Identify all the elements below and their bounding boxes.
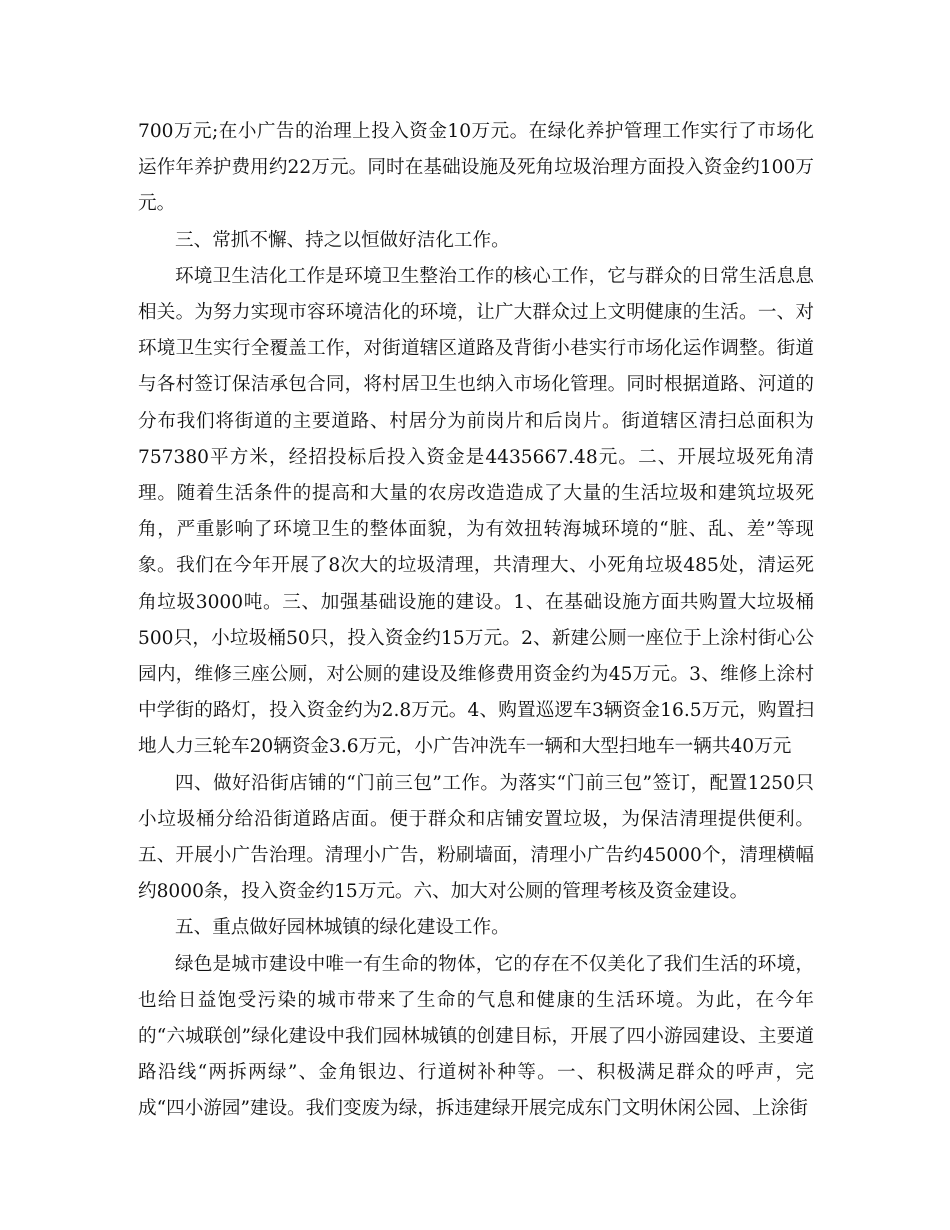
document-body — [138, 114, 814, 1128]
section-heading-cleaning: 三、常抓不懈、持之以恒做好洁化工作。 — [175, 229, 510, 251]
paragraph-sanitation-work: 环境卫生洁化工作是环境卫生整治工作的核心工作，它与群众的日常生活息息相关。为努力实现市容环境洁化的环境，让广大群众过上文明健康的生活。一、对环境卫生实行全覆盖工作，对街道辖区道路及背街小巷实行市场化运作调整。街道与各村签订保洁承包合同，将村居卫生也纳入市场化管理。同时根据道路、河道的分布我们将街道的主要道路、村居分为前岗片和后岗片。街道辖区清扫总面积为757380平方米，经招投标后投入资金是4435667.48元。二、开展垃圾死角清理。随着生活条件的提高和大量的农房改造造成了大量的生活垃圾和建筑垃圾死角，严重影响了环境卫生的整体面貌，为有效扭转海城环境的“脏、乱、差”等现象。我们在今年开展了8次大的垃圾清理，共清理大、小死角垃圾485处，清运死角垃圾3000吨。三、加强基础设施的建设。1、在基础设施方面共购置大垃圾桶500只，小垃圾桶50只，投入资金约15万元。2、新建公厕一座位于上涂村街心公园内，维修三座公厕，对公厕的建设及维修费用资金约为45万元。3、维修上涂村中学街的路灯，投入资金约为2.8万元。4、购置巡逻车3辆资金16.5万元，购置扫地人力三轮车20辆资金3.6万元，小广告冲洗车一辆和大型扫地车一辆共40万元 — [138, 265, 814, 758]
paragraph-funding-summary: 700万元;在小广告的治理上投入资金10万元。在绿化养护管理工作实行了市场化运作年养护费用约22万元。同时在基础设施及死角垃圾治理方面投入资金约100万元。 — [138, 121, 814, 215]
paragraph-greening-work: 绿色是城市建设中唯一有生命的物体，它的存在不仅美化了我们生活的环境，也给日益饱受污染的城市带来了生命的气息和健康的生活环境。为此，在今年的“六城联创”绿化建设中我们园林城镇的创建目标，开展了四小游园建设、主要道路沿线“两拆两绿”、金角银边、行道树补种等。一、积极满足群众的呼声，完成“四小游园”建设。我们变废为绿，拆违建绿开展完成东门文明休闲公园、上涂街 — [138, 953, 814, 1120]
section-heading-greening: 五、重点做好园林城镇的绿化建设工作。 — [175, 917, 510, 939]
paragraph-storefront-responsibility: 四、做好沿街店铺的“门前三包”工作。为落实“门前三包”签订，配置1250只小垃圾桶分给沿街道路店面。便于群众和店铺安置垃圾，为保洁清理提供便利。五、开展小广告治理。清理小广告，粉刷墙面，清理小广告约45000个，清理横幅约8000条，投入资金约15万元。六、加大对公厕的管理考核及资金建设。 — [138, 772, 814, 903]
